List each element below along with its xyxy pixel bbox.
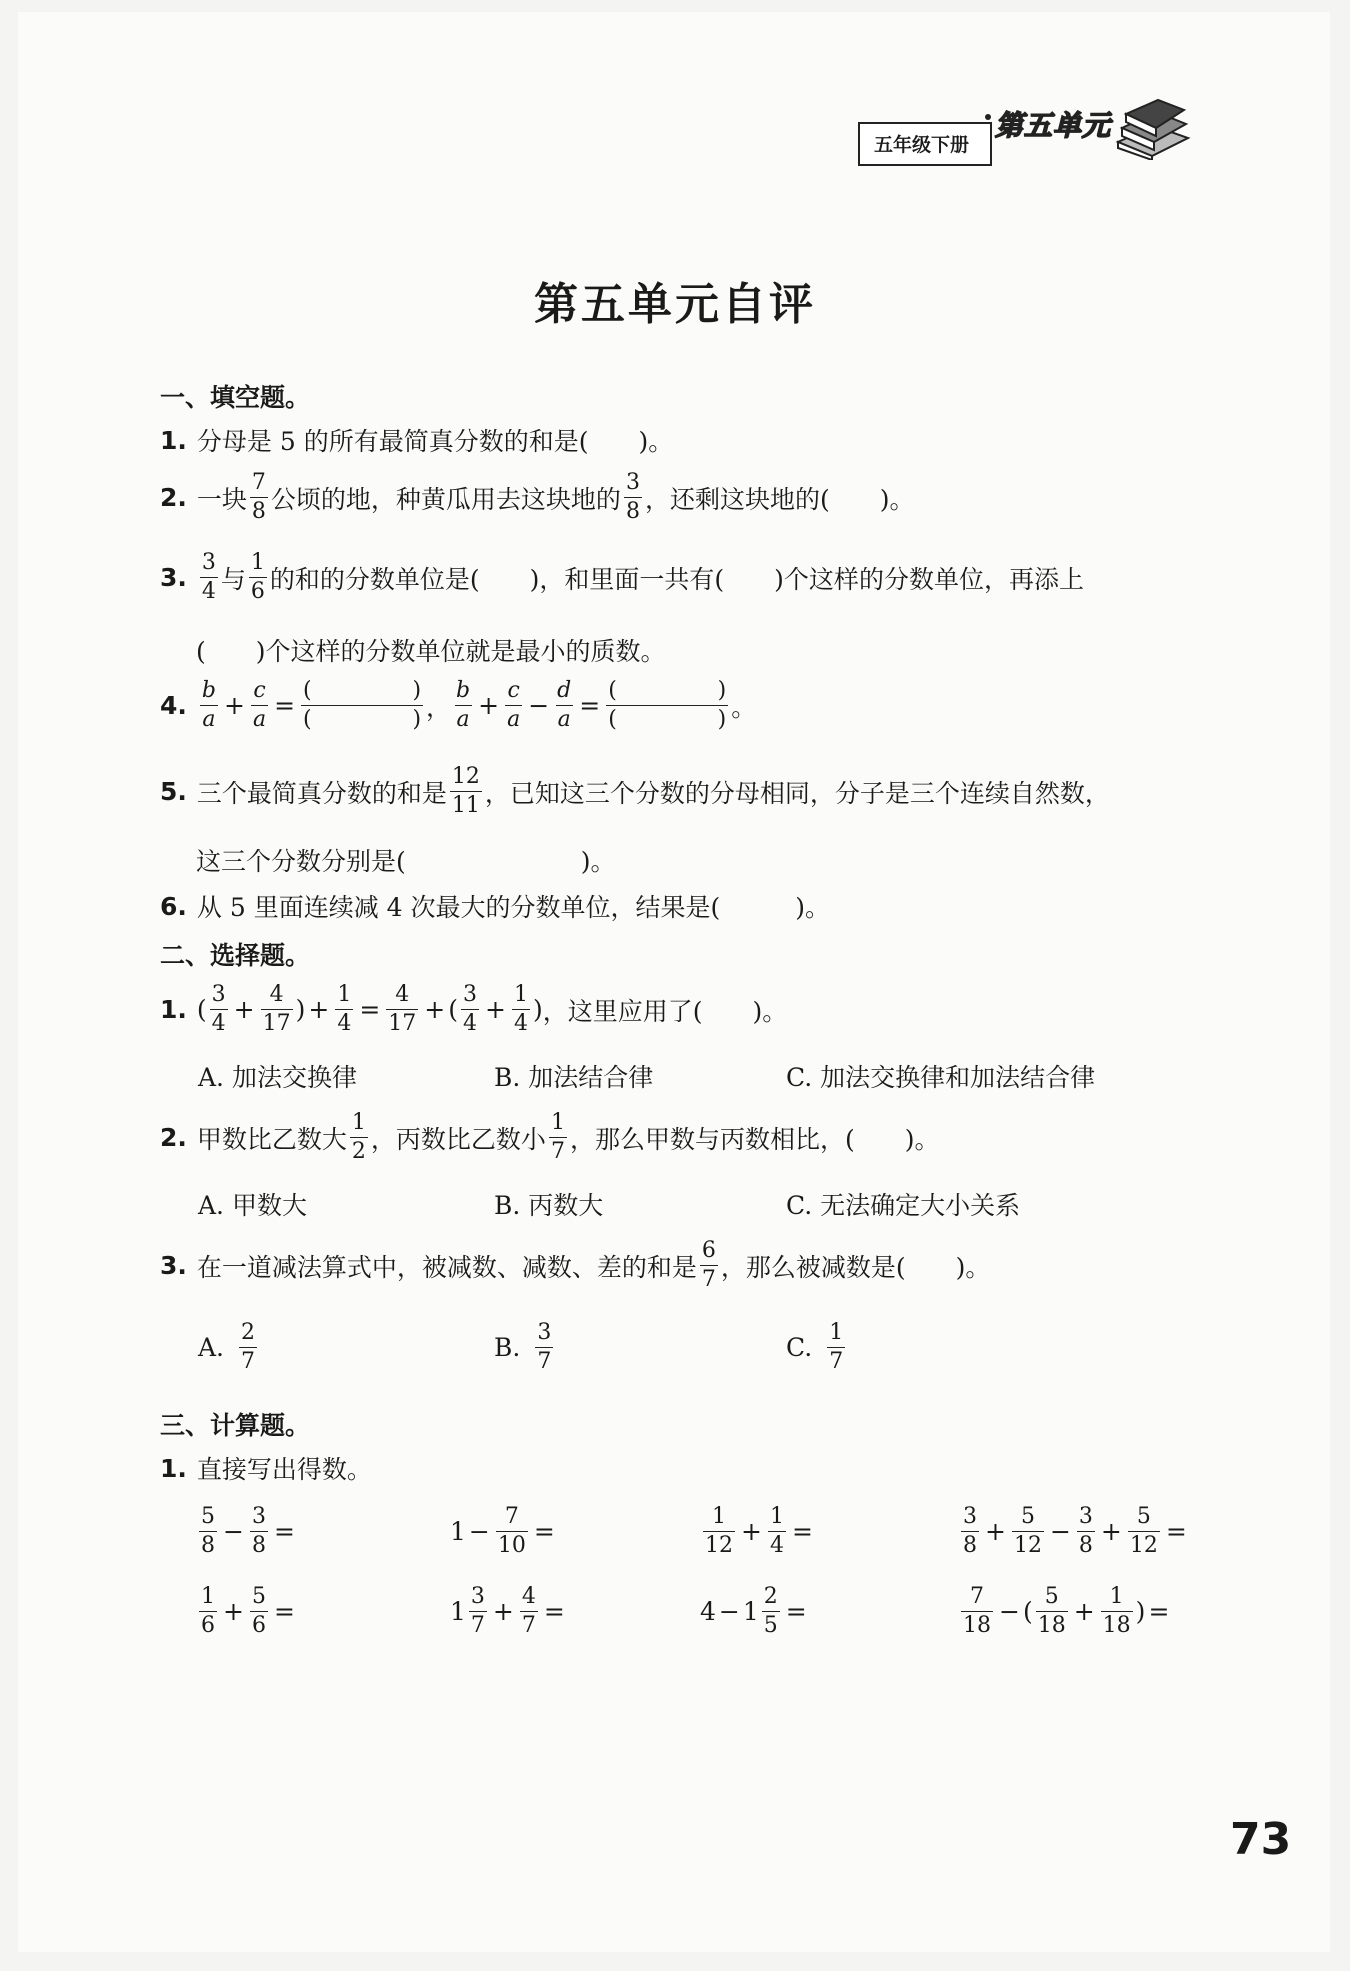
question-text: 在一道减法算式中，被减数、减数、差的和是 <box>196 1252 697 1282</box>
fill-q3-line2 <box>196 632 666 668</box>
choice-q1 <box>160 984 787 1035</box>
fraction: $\frac{4}{7}$ <box>521 1584 536 1638</box>
numerator: 1 <box>829 1320 844 1345</box>
right-paren: ) <box>717 678 727 703</box>
fraction: $\frac{7}{18}$ <box>963 1584 991 1638</box>
equals-sign: = <box>274 691 296 720</box>
fraction <box>535 1322 553 1373</box>
fill-q5 <box>160 766 1110 817</box>
numerator: 1 <box>351 1110 366 1135</box>
fraction: $\frac{3}{8}$ <box>963 1504 977 1558</box>
numerator: 4 <box>395 982 410 1007</box>
question-text: ，这里应用了( )。 <box>542 996 788 1026</box>
fraction: $\frac{1}{18}$ <box>1102 1584 1131 1638</box>
option-b[interactable] <box>494 1322 556 1373</box>
books-icon <box>1112 98 1192 160</box>
numerator: 3 <box>625 470 640 495</box>
calc-expression: $\frac{3}{8}$ + $\frac{5}{12}$ − $\frac{3}{8}$ + $\frac{5}{12}$ = <box>963 1504 1187 1558</box>
plus-sign: + <box>424 995 446 1024</box>
choice-q2 <box>160 1112 939 1163</box>
denominator: a <box>456 707 470 732</box>
numerator: 4 <box>269 982 284 1007</box>
page-title: 第五单元自评 <box>534 279 816 330</box>
fraction: $\frac{3}{8}$ <box>1078 1504 1093 1558</box>
section-fill-heading: 一、填空题。 <box>160 383 311 412</box>
numerator: 3 <box>537 1320 552 1345</box>
option-a[interactable] <box>198 1322 260 1373</box>
option-c[interactable]: C. 无法确定大小关系 <box>786 1191 1021 1220</box>
denominator: 17 <box>388 1011 417 1036</box>
option-c[interactable]: C. 加法交换律和加法结合律 <box>786 1063 1096 1092</box>
page-number: 73 <box>1230 1814 1292 1865</box>
fraction: $\frac{1}{4}$ <box>769 1504 784 1558</box>
left-paren: ( <box>608 678 617 703</box>
minus-sign: − <box>528 691 550 720</box>
option-a[interactable]: A. 甲数大 <box>198 1191 307 1220</box>
left-paren: ( <box>303 707 312 732</box>
paren: ) <box>532 995 543 1024</box>
fraction: $\frac{5}{18}$ <box>1037 1584 1066 1638</box>
fraction <box>250 472 268 523</box>
plus-sign: + <box>308 995 330 1024</box>
numerator: 3 <box>211 982 226 1007</box>
numerator: 1 <box>250 550 265 575</box>
question-number: 4. <box>160 691 187 720</box>
question-number: 5. <box>160 777 187 806</box>
fill-q2 <box>160 472 914 523</box>
denominator: 7 <box>537 1349 552 1374</box>
fill-q4 <box>160 680 756 731</box>
question-text: ，已知这三个分数的分母相同，分子是三个连续自然数， <box>484 778 1110 808</box>
fraction <box>210 984 228 1035</box>
fill-q6 <box>160 888 830 924</box>
question-text: ，丙数比乙数小 <box>370 1124 546 1154</box>
fraction <box>200 680 218 731</box>
plus-sign: + <box>485 995 506 1024</box>
fraction: $\frac{2}{5}$ <box>763 1584 778 1638</box>
fraction <box>200 552 218 603</box>
blank-fraction <box>301 680 423 731</box>
denominator: 4 <box>337 1011 352 1036</box>
fraction <box>505 680 522 731</box>
calc-expression: 4 − 1 $\frac{2}{5}$ = <box>700 1584 807 1638</box>
fraction: $\frac{1}{12}$ <box>705 1504 733 1558</box>
question-number: 1. <box>160 1453 187 1483</box>
paren: ( <box>196 995 207 1024</box>
fill-q5-line2 <box>196 842 616 878</box>
calc-expression: 1 − $\frac{7}{10}$ = <box>450 1504 555 1558</box>
numerator: 12 <box>451 764 480 789</box>
equals-sign: = <box>579 691 601 720</box>
fraction: $\frac{3}{7}$ <box>470 1584 485 1638</box>
numerator: c <box>507 678 520 703</box>
numerator: 1 <box>550 1110 565 1135</box>
sentence-end: 。 <box>731 692 757 722</box>
fraction: $\frac{5}{12}$ <box>1013 1504 1042 1558</box>
question-number: 1. <box>160 995 187 1024</box>
header-grade: 五年级下册 <box>874 134 970 156</box>
numerator: 2 <box>241 1320 256 1345</box>
question-text: 三个最简真分数的和是 <box>196 778 447 808</box>
question-text: 一块 <box>196 484 247 514</box>
fraction <box>251 680 268 731</box>
blank-fraction <box>606 680 728 731</box>
fill-q3 <box>160 552 1084 603</box>
denominator: 7 <box>550 1139 565 1164</box>
fraction <box>350 1112 368 1163</box>
numerator: 6 <box>701 1238 716 1263</box>
right-paren: ) <box>717 707 727 732</box>
fraction: $\frac{7}{10}$ <box>497 1504 526 1558</box>
question-text: ，那么甲数与丙数相比，( )。 <box>569 1124 940 1154</box>
fraction <box>512 984 530 1035</box>
fraction <box>249 552 267 603</box>
fraction: $\frac{5}{8}$ <box>201 1504 215 1558</box>
question-text: ，还剩这块地的( )。 <box>644 484 915 514</box>
question-text: 与 <box>220 564 246 594</box>
numerator: 3 <box>201 550 216 575</box>
fraction <box>827 1322 845 1373</box>
fraction <box>454 680 472 731</box>
numerator: 1 <box>337 982 352 1007</box>
question-text: 从 5 里面连续减 4 次最大的分数单位，结果是( )。 <box>196 893 831 922</box>
calc-expression: $\frac{5}{8}$ − $\frac{3}{8}$ = <box>201 1504 295 1558</box>
paren: ) <box>295 995 306 1024</box>
option-b[interactable]: B. 丙数大 <box>494 1191 604 1220</box>
denominator: 6 <box>250 579 265 604</box>
option-c[interactable] <box>786 1322 848 1373</box>
question-text: 分母是 5 的所有最简真分数的和是( )。 <box>196 427 674 456</box>
denominator: 8 <box>625 499 640 524</box>
numerator: 3 <box>463 982 478 1007</box>
fraction <box>386 984 418 1035</box>
question-text: 的和的分数单位是( )，和里面一共有( )个这样的分数单位，再添上 <box>269 564 1084 594</box>
fraction <box>335 984 353 1035</box>
fraction: $\frac{3}{8}$ <box>251 1504 266 1558</box>
question-text: ( )个这样的分数单位就是最小的质数。 <box>196 637 666 666</box>
numerator: c <box>253 678 266 703</box>
option-label: C. <box>786 1333 813 1362</box>
calc-expression: $\frac{7}{18}$ − ( $\frac{5}{18}$ + $\frac{1}{18}$ ) = <box>963 1584 1170 1638</box>
denominator: 8 <box>251 499 266 524</box>
left-paren: ( <box>608 707 617 732</box>
equals-sign: = <box>359 995 381 1024</box>
fraction: $\frac{5}{12}$ <box>1129 1504 1158 1558</box>
fraction <box>450 766 482 817</box>
question-number: 1. <box>160 425 187 455</box>
denominator: a <box>202 707 216 732</box>
denominator: 2 <box>351 1139 366 1164</box>
fill-q1 <box>160 422 673 458</box>
separator: ， <box>426 692 452 722</box>
option-label: A. <box>198 1333 225 1362</box>
calc-expression: $\frac{1}{6}$ + $\frac{5}{6}$ = <box>201 1584 295 1638</box>
question-text: ，那么被减数是( )。 <box>720 1252 991 1282</box>
plus-sign: + <box>478 691 500 720</box>
calc-expression: $\frac{1}{12}$ + $\frac{1}{4}$ = <box>705 1504 813 1558</box>
question-number: 2. <box>160 483 187 512</box>
question-number: 6. <box>160 891 187 921</box>
section-choice-heading: 二、选择题。 <box>160 941 311 970</box>
numerator: 7 <box>251 470 266 495</box>
fraction <box>555 680 573 731</box>
left-paren: ( <box>303 678 312 703</box>
fraction <box>549 1112 567 1163</box>
denominator: a <box>557 707 571 732</box>
question-number: 3. <box>160 1251 187 1280</box>
denominator: 17 <box>262 1011 291 1036</box>
question-text: 这三个分数分别是( )。 <box>196 847 616 876</box>
paren: ( <box>448 995 459 1024</box>
numerator: d <box>557 678 572 703</box>
denominator: 11 <box>451 793 480 818</box>
denominator: 4 <box>513 1011 528 1036</box>
denominator: 7 <box>701 1267 716 1292</box>
right-paren: ) <box>412 707 422 732</box>
denominator: a <box>507 707 521 732</box>
choice-q3 <box>160 1240 990 1291</box>
fraction <box>239 1322 257 1373</box>
section-calc-heading: 三、计算题。 <box>160 1411 311 1440</box>
numerator: 1 <box>513 982 528 1007</box>
question-number: 2. <box>160 1123 187 1152</box>
option-b[interactable]: B. 加法结合律 <box>494 1063 654 1092</box>
question-text: 公顷的地，种黄瓜用去这块地的 <box>270 484 621 514</box>
fraction <box>700 1240 718 1291</box>
denominator: 7 <box>829 1349 844 1374</box>
option-label: B. <box>494 1333 521 1362</box>
header-dot <box>985 114 991 120</box>
numerator: b <box>201 678 216 703</box>
denominator: 7 <box>241 1349 256 1374</box>
denominator: a <box>252 707 267 732</box>
fraction: $\frac{1}{6}$ <box>201 1584 215 1638</box>
option-a[interactable]: A. 加法交换律 <box>198 1063 357 1092</box>
denominator: 4 <box>463 1011 478 1036</box>
numerator: b <box>456 678 471 703</box>
fraction: $\frac{5}{6}$ <box>251 1584 266 1638</box>
fraction <box>624 472 642 523</box>
denominator: 4 <box>201 579 216 604</box>
header-unit: 第五单元 <box>995 109 1112 142</box>
calc-q1 <box>160 1450 372 1486</box>
right-paren: ) <box>412 678 422 703</box>
fraction <box>461 984 479 1035</box>
fraction <box>261 984 293 1035</box>
denominator: 4 <box>211 1011 226 1036</box>
plus-sign: + <box>233 995 255 1024</box>
question-text: 甲数比乙数大 <box>196 1124 347 1154</box>
question-number: 3. <box>160 563 187 592</box>
calc-expression: 1 $\frac{3}{7}$ + $\frac{4}{7}$ = <box>450 1584 565 1638</box>
question-text: 直接写出得数。 <box>196 1455 372 1484</box>
plus-sign: + <box>224 691 245 720</box>
